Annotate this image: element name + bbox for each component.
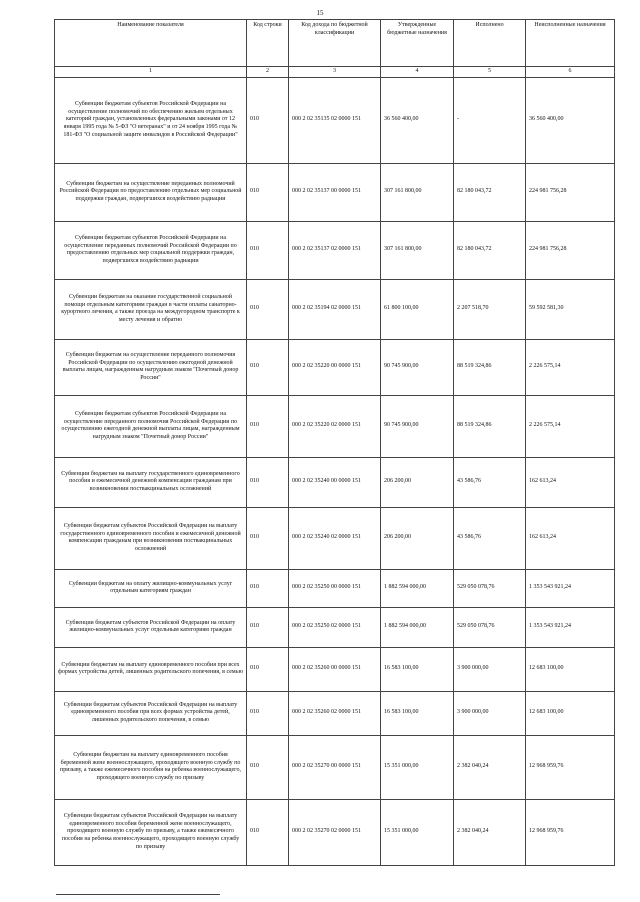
row-income-code: 000 2 02 35250 00 0000 151 (289, 569, 381, 607)
row-unexecuted: 2 226 575,14 (526, 395, 615, 457)
row-unexecuted: 59 592 581,30 (526, 279, 615, 339)
row-name: Субвенции бюджетам субъектов Российской Федерации на выплату единовременного пособия беременной жене военнослужащего, проходящего военную службу по призыву, а также ежемесячного пособия на ребенка военнослужащего, проходящего военную службу по призыву (55, 799, 247, 865)
table-row (55, 279, 615, 339)
row-line-code: 010 (247, 647, 289, 691)
row-line-code: 010 (247, 221, 289, 279)
row-line-code: 010 (247, 339, 289, 395)
row-unexecuted: 12 968 959,76 (526, 799, 615, 865)
header-unexecuted: Неисполненные назначения (526, 20, 615, 67)
row-line-code: 010 (247, 163, 289, 221)
row-executed: 529 050 078,76 (454, 569, 526, 607)
row-name: Субвенции бюджетам на выплату единовременного пособия беременной жене военнослужащего, проходящего военную службу по призыву, а также ежемесячного пособия на ребенка военнослужащего, проходящего военную службу по призыву (55, 735, 247, 799)
row-executed: 529 050 078,76 (454, 607, 526, 647)
row-income-code: 000 2 02 35135 02 0000 151 (289, 77, 381, 163)
header-name: Наименование показателя (55, 20, 247, 67)
header-executed: Исполнено (454, 20, 526, 67)
row-approved: 36 560 400,00 (381, 77, 454, 163)
row-executed: 43 586,76 (454, 457, 526, 507)
row-approved: 90 745 900,00 (381, 339, 454, 395)
row-income-code: 000 2 02 35137 02 0000 151 (289, 221, 381, 279)
footnote-separator (56, 894, 220, 895)
table-row (55, 339, 615, 395)
row-line-code: 010 (247, 279, 289, 339)
budget-execution-table (54, 19, 615, 866)
row-approved: 1 882 594 000,00 (381, 569, 454, 607)
row-unexecuted: 162 613,24 (526, 457, 615, 507)
row-approved: 15 351 000,00 (381, 799, 454, 865)
column-number-row (55, 67, 615, 78)
row-income-code: 000 2 02 35220 02 0000 151 (289, 395, 381, 457)
row-executed: 88 519 324,86 (454, 339, 526, 395)
table-row (55, 221, 615, 279)
row-line-code: 010 (247, 691, 289, 735)
row-approved: 90 745 900,00 (381, 395, 454, 457)
row-line-code: 010 (247, 607, 289, 647)
row-line-code: 010 (247, 457, 289, 507)
row-name: Субвенции бюджетам на выплату государственного единовременного пособия и ежемесячной денежной компенсации гражданам при возникновении поствакцинальных осложнений (55, 457, 247, 507)
row-unexecuted: 1 353 543 921,24 (526, 607, 615, 647)
row-executed: 3 900 000,00 (454, 647, 526, 691)
header-line-code: Код строки (247, 20, 289, 67)
column-number: 3 (289, 67, 381, 78)
row-unexecuted: 1 353 543 921,24 (526, 569, 615, 607)
row-line-code: 010 (247, 77, 289, 163)
column-number: 2 (247, 67, 289, 78)
row-name: Субвенции бюджетам на осуществление переданных полномочий Российской Федерации по предоставлению отдельных мер социальной поддержки граждан, подвергшихся воздействию радиации (55, 163, 247, 221)
row-approved: 61 800 100,00 (381, 279, 454, 339)
row-unexecuted: 224 981 756,28 (526, 163, 615, 221)
row-name: Субвенции бюджетам на осуществление переданного полномочия Российской Федерации по осуществлению ежегодной денежной выплаты лицам, награжденным нагрудным знаком "Почетный донор России" (55, 339, 247, 395)
row-income-code: 000 2 02 35194 02 0000 151 (289, 279, 381, 339)
row-executed: 2 207 518,70 (454, 279, 526, 339)
row-income-code: 000 2 02 35270 02 0000 151 (289, 799, 381, 865)
row-income-code: 000 2 02 35260 00 0000 151 (289, 647, 381, 691)
row-unexecuted: 2 226 575,14 (526, 339, 615, 395)
header-approved: Утвержденные бюджетные назначения (381, 20, 454, 67)
row-unexecuted: 12 683 100,00 (526, 647, 615, 691)
row-executed: 2 382 040,24 (454, 799, 526, 865)
row-income-code: 000 2 02 35260 02 0000 151 (289, 691, 381, 735)
row-unexecuted: 12 968 959,76 (526, 735, 615, 799)
row-name: Субвенции бюджетам субъектов Российской Федерации на выплату единовременного пособия при всех формах устройства детей, лишенных родительского попечения, в семью (55, 691, 247, 735)
table-row (55, 607, 615, 647)
row-income-code: 000 2 02 35240 00 0000 151 (289, 457, 381, 507)
row-line-code: 010 (247, 395, 289, 457)
row-unexecuted: 36 560 400,00 (526, 77, 615, 163)
row-executed: 2 382 040,24 (454, 735, 526, 799)
table-body (55, 77, 615, 865)
column-number: 4 (381, 67, 454, 78)
column-number: 1 (55, 67, 247, 78)
row-name: Субвенции бюджетам на оплату жилищно-коммунальных услуг отдельным категориям граждан (55, 569, 247, 607)
row-approved: 16 583 100,00 (381, 691, 454, 735)
table-row (55, 507, 615, 569)
row-unexecuted: 162 613,24 (526, 507, 615, 569)
row-executed: 43 586,76 (454, 507, 526, 569)
table-row (55, 395, 615, 457)
table-row (55, 735, 615, 799)
row-approved: 307 161 800,00 (381, 221, 454, 279)
table-row (55, 457, 615, 507)
row-executed: 88 519 324,86 (454, 395, 526, 457)
table-row (55, 77, 615, 163)
row-name: Субвенции бюджетам субъектов Российской Федерации на выплату государственного единовременного пособия и ежемесячной денежной компенсации гражданам при возникновении поствакцинальных осложнений (55, 507, 247, 569)
row-approved: 1 882 594 000,00 (381, 607, 454, 647)
row-income-code: 000 2 02 35250 02 0000 151 (289, 607, 381, 647)
table-row (55, 691, 615, 735)
table-row (55, 163, 615, 221)
page-number: 15 (316, 9, 324, 17)
row-line-code: 010 (247, 569, 289, 607)
row-name: Субвенции бюджетам субъектов Российской Федерации на оплату жилищно-коммунальных услуг отдельным категориям граждан (55, 607, 247, 647)
row-name: Субвенции бюджетам субъектов Российской Федерации на осуществление полномочий по обеспечению жильем отдельных категорий граждан, установленных федеральными законами от 12 января 1995 года № 5-ФЗ "О ветеранах" и от 24 ноября 1995 года № 181-ФЗ "О социальной защите инвалидов в Российской Федерации" (55, 77, 247, 163)
row-approved: 15 351 000,00 (381, 735, 454, 799)
row-income-code: 000 2 02 35137 00 0000 151 (289, 163, 381, 221)
row-executed: 82 180 043,72 (454, 221, 526, 279)
column-number: 5 (454, 67, 526, 78)
table-row (55, 647, 615, 691)
row-income-code: 000 2 02 35220 00 0000 151 (289, 339, 381, 395)
row-name: Субвенции бюджетам на выплату единовременного пособия при всех формах устройства детей, лишенных родительского попечения, в семью (55, 647, 247, 691)
row-line-code: 010 (247, 799, 289, 865)
column-number: 6 (526, 67, 615, 78)
row-name: Субвенции бюджетам субъектов Российской Федерации на осуществление переданного полномочия Российской Федерации по осуществлению ежегодной денежной выплаты лицам, награжденным нагрудным знаком "Почетный донор России" (55, 395, 247, 457)
table-row (55, 799, 615, 865)
row-name: Субвенции бюджетам субъектов Российской Федерации на осуществление переданных полномочий Российской Федерации по предоставлению отдельных мер социальной поддержки граждан, подвергшихся воздействию радиации (55, 221, 247, 279)
row-income-code: 000 2 02 35270 00 0000 151 (289, 735, 381, 799)
row-approved: 206 200,00 (381, 507, 454, 569)
row-unexecuted: 12 683 100,00 (526, 691, 615, 735)
row-line-code: 010 (247, 735, 289, 799)
row-unexecuted: 224 981 756,28 (526, 221, 615, 279)
header-row (55, 20, 615, 67)
row-approved: 16 583 100,00 (381, 647, 454, 691)
row-approved: 307 161 800,00 (381, 163, 454, 221)
row-executed: 82 180 043,72 (454, 163, 526, 221)
row-executed: 3 900 000,00 (454, 691, 526, 735)
header-income-code: Код дохода по бюджетной классификации (289, 20, 381, 67)
row-income-code: 000 2 02 35240 02 0000 151 (289, 507, 381, 569)
row-approved: 206 200,00 (381, 457, 454, 507)
row-executed: - (454, 77, 526, 163)
row-name: Субвенции бюджетам на оказание государственной социальной помощи отдельным категориям граждан в части оплаты санаторно-курортного лечения, а также проезда на междугородном транспорте к месту лечения и обратно (55, 279, 247, 339)
table-row (55, 569, 615, 607)
row-line-code: 010 (247, 507, 289, 569)
